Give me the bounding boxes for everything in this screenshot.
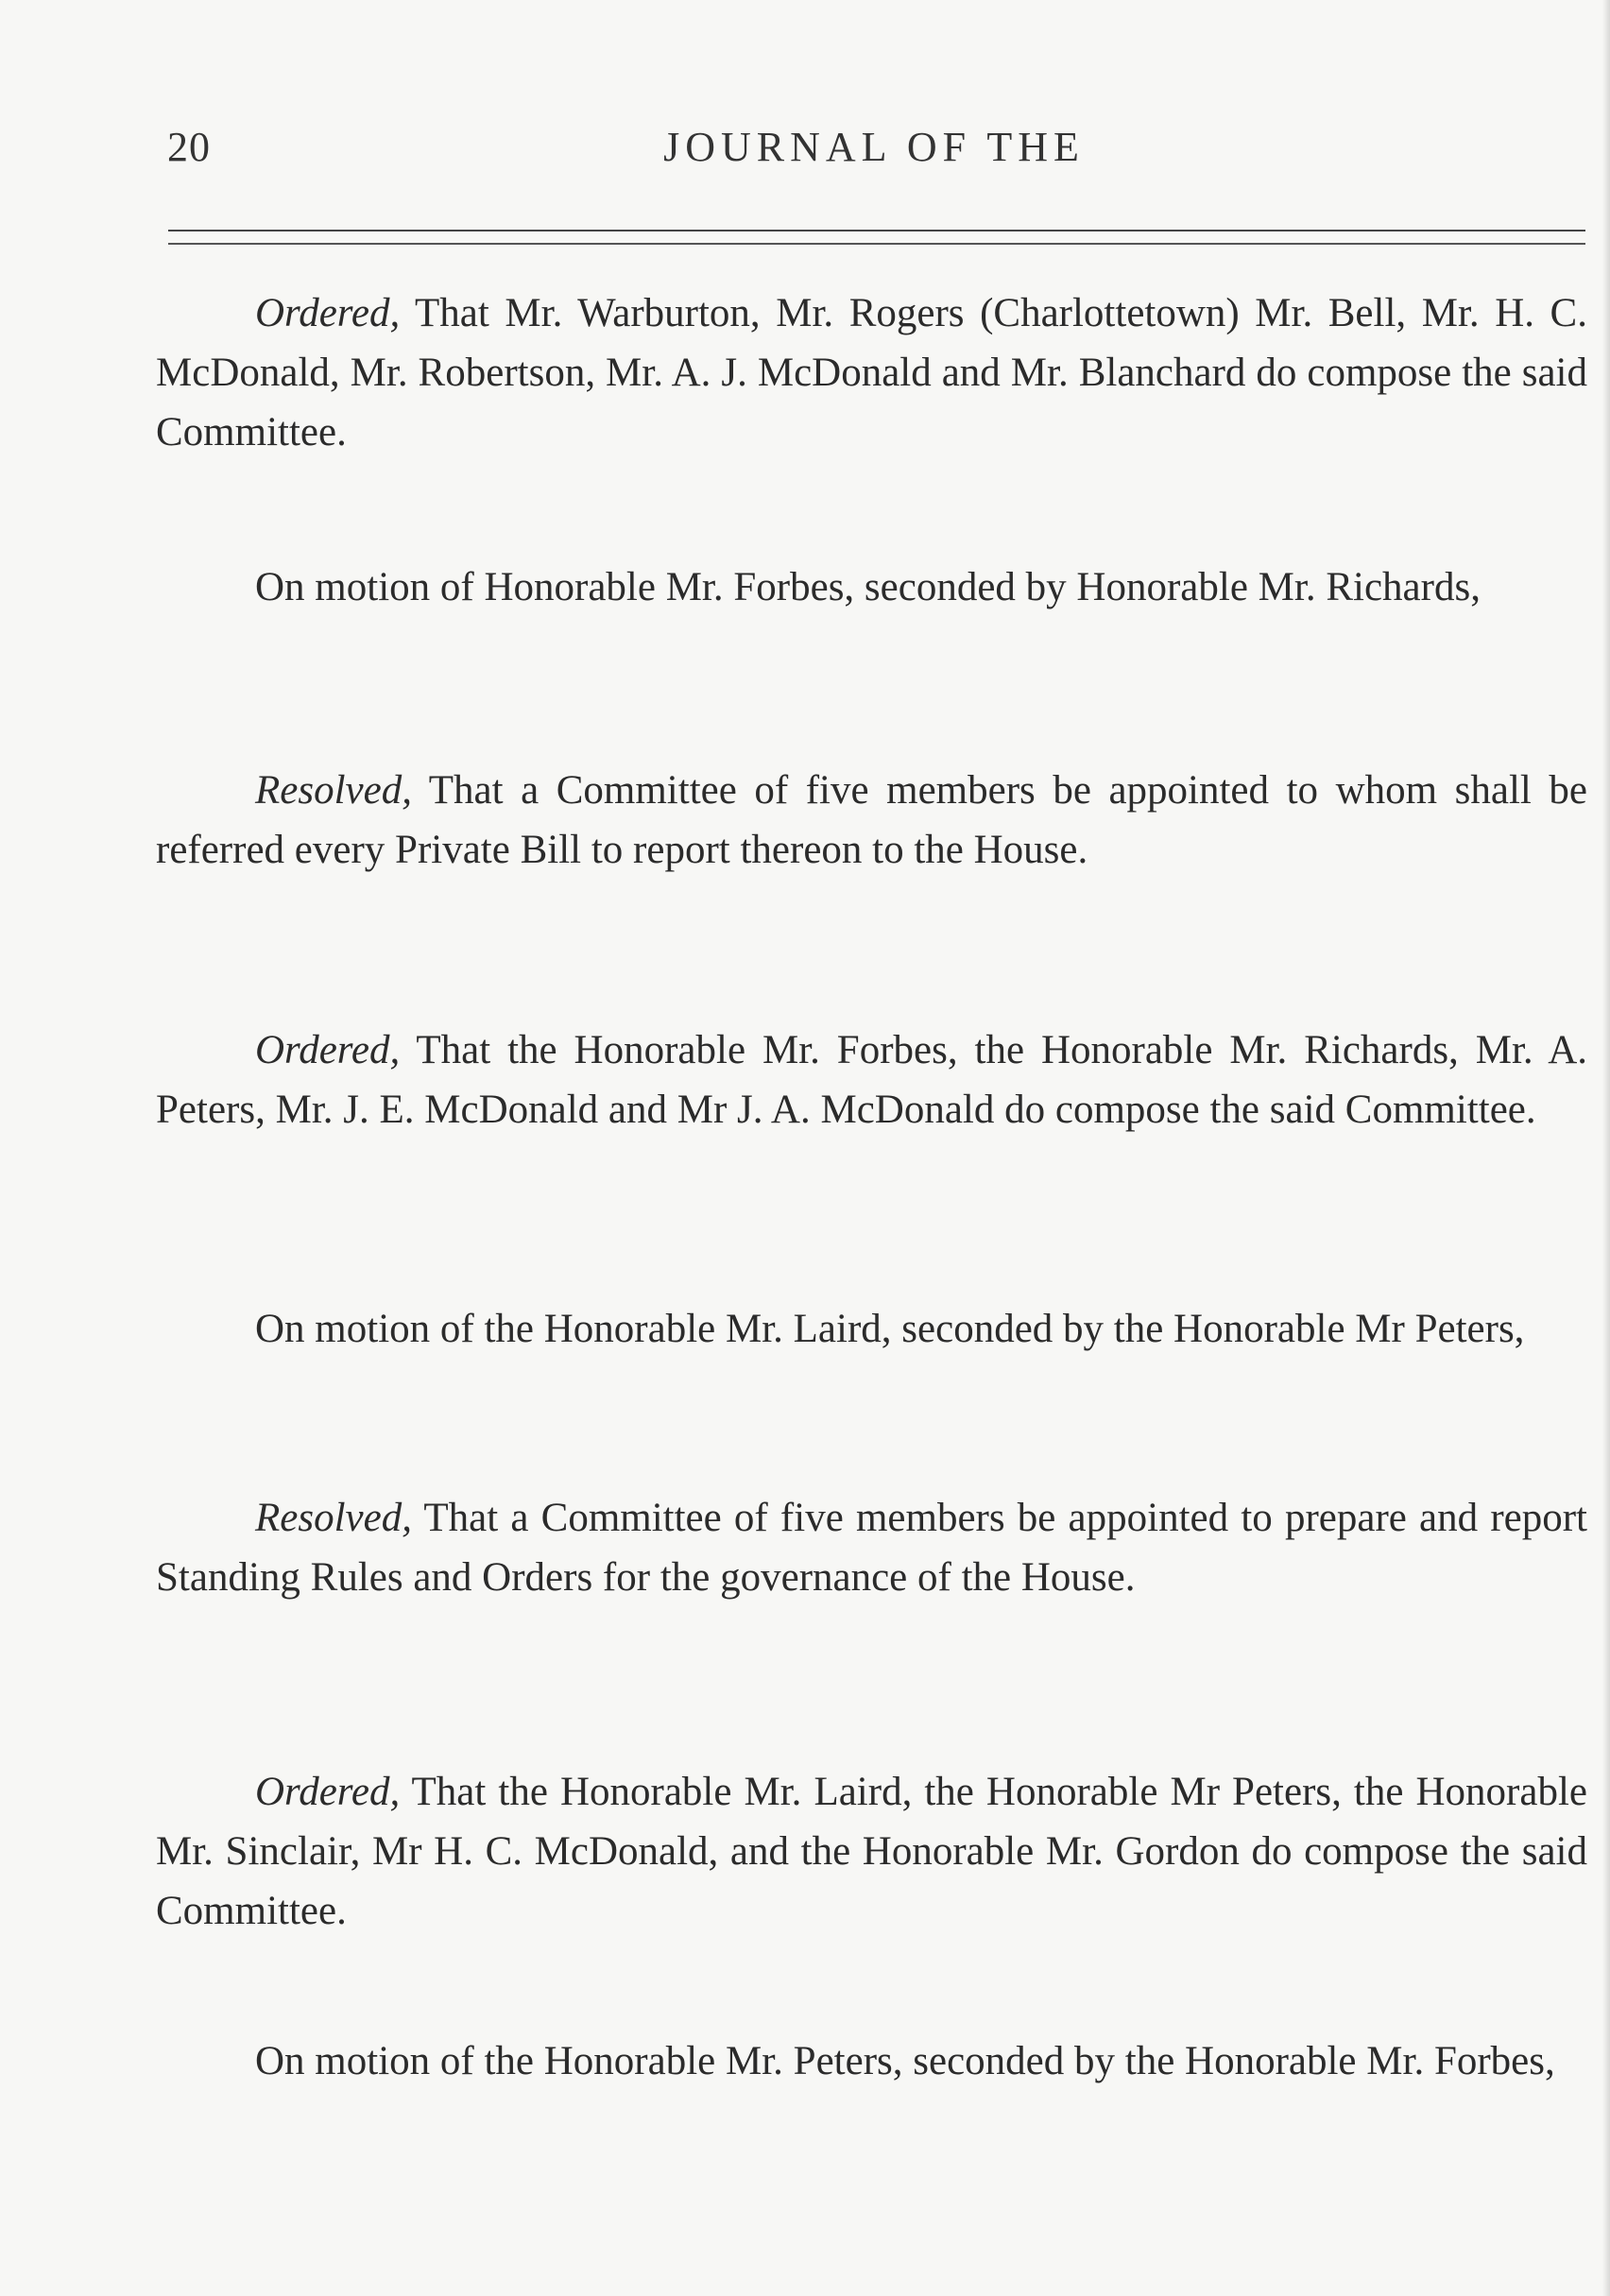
motion-paragraph (156, 1299, 1587, 1359)
paragraph-text: That the Honorable Mr. Laird, the Honorable Mr Peters, the Honorable Mr. Sinclair, Mr H. C. McDonald, and the Honorable Mr. Gordon do compose the said Committee. (156, 1770, 1587, 1933)
paragraph-lead: Ordered, (255, 1028, 401, 1072)
ordered-paragraph (156, 1020, 1587, 1139)
paragraph-text: On motion of the Honorable Mr. Laird, seconded by the Honorable Mr Peters, (255, 1307, 1525, 1351)
ordered-paragraph (156, 1762, 1587, 1941)
paragraph-text: On motion of Honorable Mr. Forbes, seconded by Honorable Mr. Richards, (255, 565, 1481, 609)
ordered-paragraph (156, 283, 1587, 462)
paragraph-text: On motion of the Honorable Mr. Peters, seconded by the Honorable Mr. Forbes, (255, 2039, 1555, 2083)
page-header (156, 123, 1592, 180)
paragraph-lead: Resolved, (255, 1496, 412, 1540)
resolved-paragraph (156, 1488, 1587, 1607)
motion-paragraph (156, 557, 1587, 617)
header-rule-bottom (168, 243, 1585, 245)
paragraph-text: That a Committee of five members be appointed to whom shall be referred every Private Bill to report thereon to the House. (156, 768, 1587, 872)
paragraph-text: That the Honorable Mr. Forbes, the Honorable Mr. Richards, Mr. A. Peters, Mr. J. E. McDonald and Mr J. A. McDonald do compose the said Committee. (156, 1028, 1587, 1132)
paragraph-lead: Resolved, (255, 768, 412, 813)
paragraph-lead: Ordered, (255, 1770, 401, 1814)
running-head: JOURNAL OF THE (663, 124, 1085, 170)
motion-paragraph (156, 2031, 1587, 2091)
paragraph-lead: Ordered, (255, 291, 401, 335)
header-rule-top (168, 230, 1585, 231)
paragraph-text: That a Committee of five members be appointed to prepare and report Standing Rules and Orders for the governance of the House. (156, 1496, 1587, 1600)
page-number: 20 (167, 124, 211, 170)
resolved-paragraph (156, 761, 1587, 880)
page-edge-shadow (1602, 0, 1610, 2296)
paragraph-text: That Mr. Warburton, Mr. Rogers (Charlottetown) Mr. Bell, Mr. H. C. McDonald, Mr. Robertson, Mr. A. J. McDonald and Mr. Blanchard do compose the said Committee. (156, 291, 1587, 454)
